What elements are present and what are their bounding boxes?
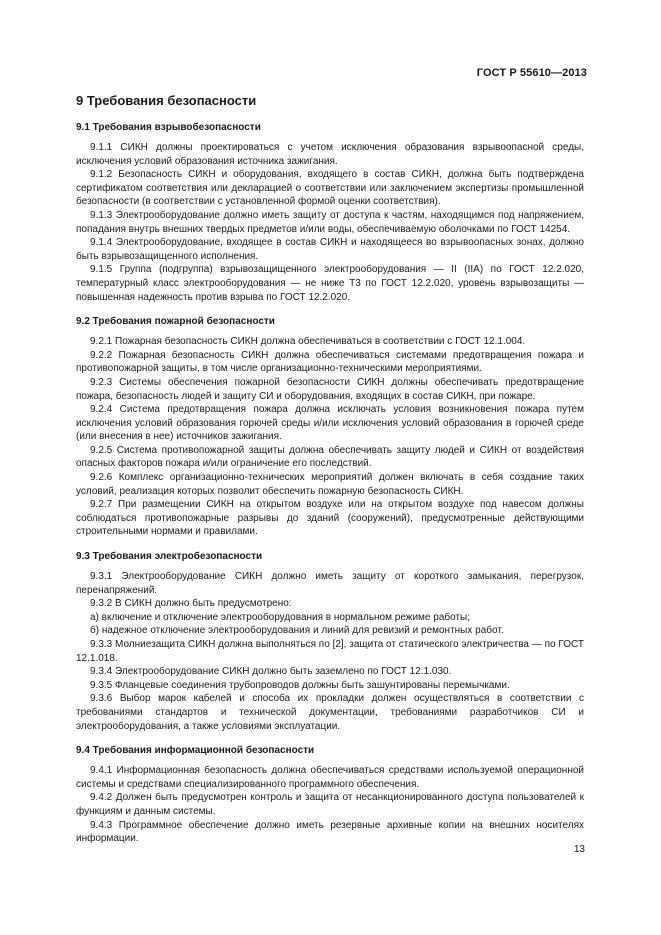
paragraph: 9.4.1 Информационная безопасность должна обеспечиваться средствами используемой операционной системы и средствами специализированного программного обеспечения. [76,765,584,790]
paragraph: 9.2.4 Система предотвращения пожара должна исключать условия возникновения пожара путем исключения условий образования горючей среды и/или исключения условий образования в горючей среде (или внесения в нее) источников зажигания. [76,404,584,443]
paragraph: 9.1.1 СИКН должны проектироваться с учетом исключения образования взрывоопасной среды, исключения условий образования источника зажигания. [76,142,584,167]
document-header: ГОСТ Р 55610—2013 [476,67,587,79]
list-item: а) включение и отключение электрооборудования в нормальном режиме работы; [90,611,471,623]
page-number: 13 [573,844,585,855]
section-title: 9 Требования безопасности [76,93,257,108]
subsection-title: 9.2 Требования пожарной безопасности [76,316,275,328]
paragraph: 9.4.2 Должен быть предусмотрен контроль и защита от несанкционированного доступа пользователей к функциям и данным системы. [76,792,584,817]
paragraph: 9.4.3 Программное обеспечение должно иметь резервные архивные копии на внешних носителях информации. [76,819,584,845]
paragraph: 9.1.3 Электрооборудование должно иметь защиту от доступа к частям, находящимся под напряжением, попадания внутрь внешних твердых предметов и/или воды, обеспечиваемую оболочками по ГОСТ 14254. [76,209,584,235]
paragraph: 9.3.1 Электрооборудование СИКН должно иметь защиту от короткого замыкания, перегрузок, перенапряжений. [76,571,584,596]
subsection-title: 9.3 Требования электробезопасности [76,551,263,563]
subsection-title: 9.4 Требования информационной безопасности [76,745,315,757]
page-content [76,93,584,846]
paragraph: 9.2.6 Комплекс организационно-технических мероприятий должен включать в себя создание таких условий, реализация которых позволит обеспечить пожарную безопасность СИКН. [76,472,584,497]
paragraph: 9.2.3 Системы обеспечения пожарной безопасности СИКН должны обеспечивать предотвращение пожара, безопасность людей и защиту СИ и оборудования, входящих в состав СИКН, при пожаре. [76,376,584,402]
paragraph: 9.3.5 Фланцевые соединения трубопроводов должны быть зашунтированы перемычками. [90,679,510,691]
paragraph: 9.3.6 Выбор марок кабелей и способа их прокладки должен осуществляться в соответствии с требованиями стандартов и технической документации, требованиями разработчиков СИ и электрооборудования, а также условиями эксплуатации. [76,693,584,732]
paragraph: 9.1.5 Группа (подгруппа) взрывозащищенного электрооборудования — II (IIA) по ГОСТ 12.2.020, температурный класс электрооборудования — не ниже Т3 по ГОСТ 12.2.020, уровень взрывозащиты — повышенная надежность против взрыва по ГОСТ 12.2.020. [76,264,584,303]
paragraph: 9.3.4 Электрооборудование СИКН должно быть заземлено по ГОСТ 12.1.030. [90,666,452,678]
paragraph: 9.3.3 Молниезащита СИКН должна выполняться по [2], защита от статического электричества — по ГОСТ 12.1.018. [76,639,584,664]
subsection-explosion-safety [76,121,584,304]
paragraph: 9.2.5 Система противопожарной защиты должна обеспечивать защиту людей и СИКН от воздействия опасных факторов пожара и/или ограничение его последствий. [76,444,584,470]
subsection-electrical-safety [76,550,584,733]
paragraph: 9.2.7 При размещении СИКН на открытом воздухе или на открытом воздухе под навесом должны соблюдаться противопожарные разрывы до зданий (сооружений), предусмотренные действующими строительными нормами и правилами. [76,499,584,538]
subsection-fire-safety [76,315,584,539]
paragraph: 9.3.2 В СИКН должно быть предусмотрено: [90,598,292,610]
paragraph: 9.1.2 Безопасность СИКН и оборудования, входящего в состав СИКН, должна быть подтверждена сертификатом соответствия или декларацией о соответствии или заключением экспертизы промышленной безопасности (в соответствии с установленной формой оценки соответствия). [76,169,584,208]
list-item: б) надежное отключение электрооборудования и линий для ревизий и ремонтных работ. [90,625,504,637]
paragraph: 9.1.4 Электрооборудование, входящее в состав СИКН и находящееся во взрывоопасных зонах, должно быть взрывозащищенного исполнения. [76,237,584,262]
paragraph: 9.2.1 Пожарная безопасность СИКН должна обеспечиваться в соответствии с ГОСТ 12.1.004. [90,336,526,348]
subsection-title: 9.1 Требования взрывобезопасности [76,122,261,133]
paragraph: 9.2.2 Пожарная безопасность СИКН должна обеспечиваться системами предотвращения пожара и противопожарной защиты, в том числе организационно-техническими мероприятиями. [76,349,584,375]
subsection-information-security [76,744,584,846]
